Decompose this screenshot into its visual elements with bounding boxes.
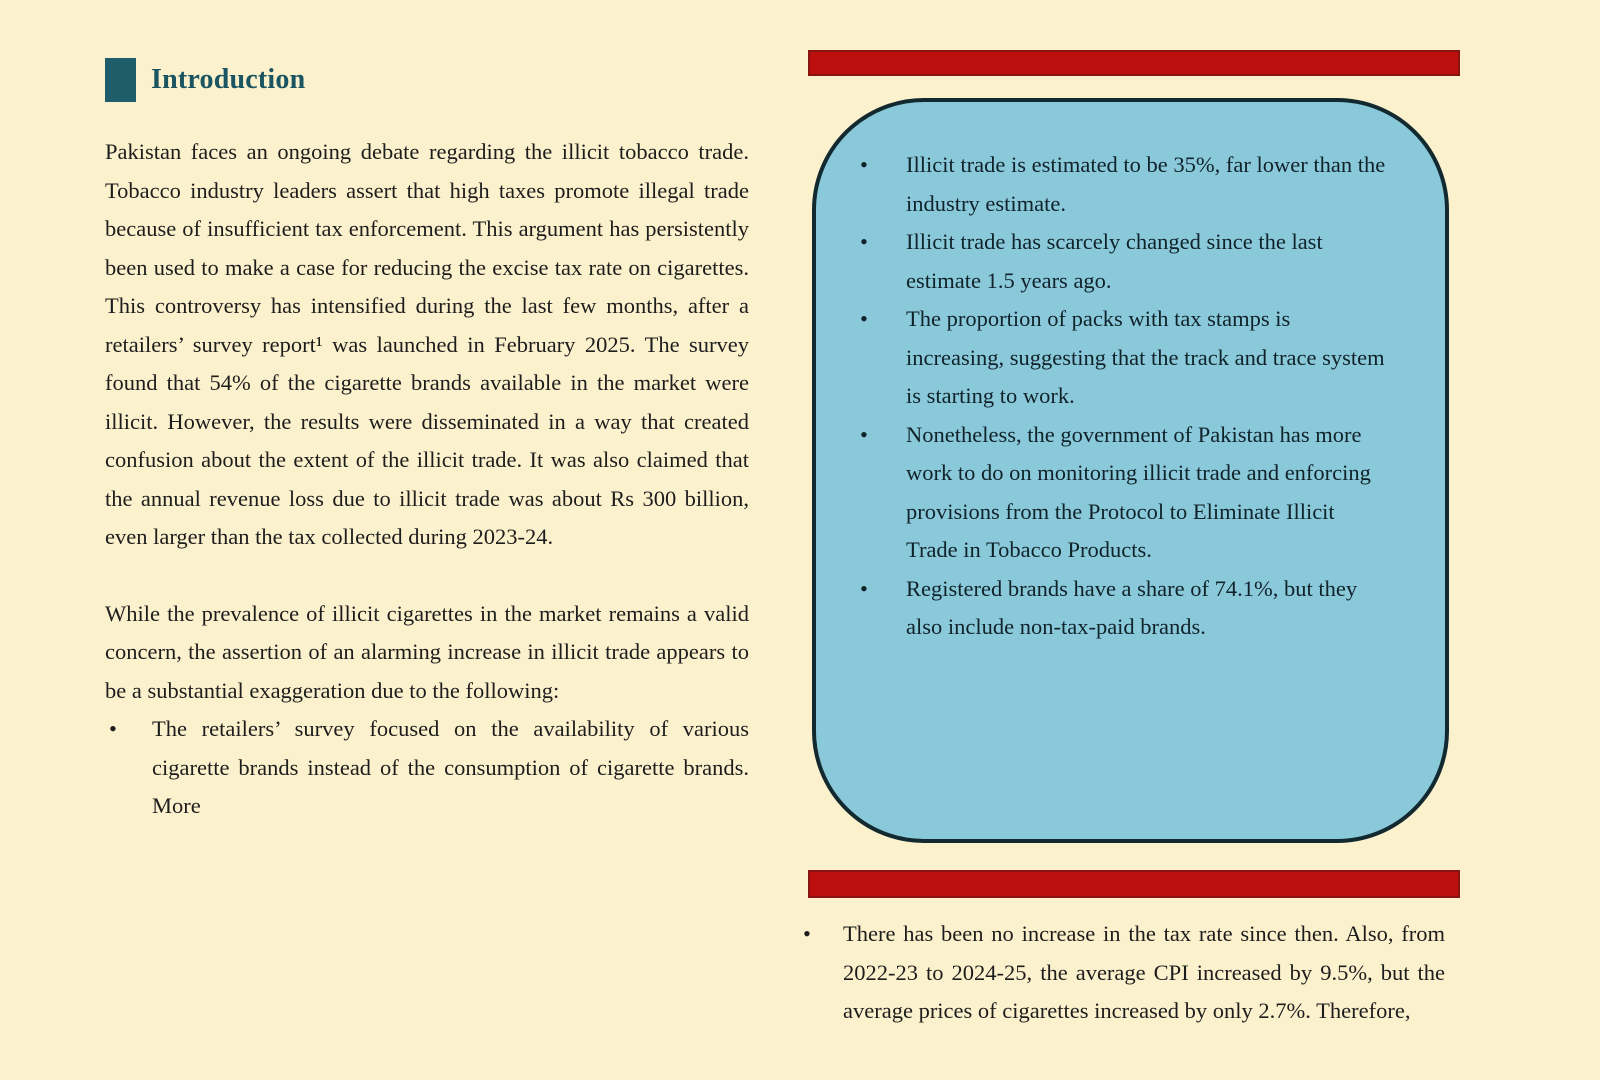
list-item [860, 146, 1387, 223]
section-heading [105, 58, 749, 102]
list-item-text: Nonetheless, the government of Pakistan has more work to do on monitoring illicit trade and enforcing provisions from the Protocol to Eliminate Illicit Trade in Tobacco Products. [906, 421, 1371, 562]
bullet-marker: • [860, 306, 868, 331]
list-item [797, 915, 1445, 1031]
section-title: Introduction [151, 64, 306, 95]
list-item [860, 570, 1387, 647]
bullet-marker: • [860, 152, 868, 177]
right-bullet-list [797, 915, 1445, 1031]
callout-bullet-list [860, 146, 1387, 647]
red-divider-bar-top [808, 50, 1460, 76]
list-item-text: Registered brands have a share of 74.1%, but they also include non-tax-paid brands. [906, 575, 1358, 639]
list-item-text: Illicit trade has scarcely changed since the last estimate 1.5 years ago. [906, 229, 1323, 293]
list-item [860, 300, 1387, 416]
bullet-marker: • [860, 421, 868, 447]
heading-accent-square [105, 58, 136, 102]
intro-paragraph-2: While the prevalence of illicit cigarettes in the market remains a valid concern, the assertion of an alarming increase in illicit trade appears to be a substantial exaggeration due to the following: [105, 600, 749, 703]
bullet-marker: • [860, 229, 868, 254]
left-column [105, 58, 749, 826]
list-item [860, 416, 1387, 570]
key-findings-callout [812, 98, 1449, 843]
intro-paragraph-1: Pakistan faces an ongoing debate regarding the illicit tobacco trade. Tobacco industry leaders assert that high taxes promote illegal trade because of insufficient tax enforcement. This argument has persistently been used to make a case for reducing the excise tax rate on cigarettes. This controversy has intensified during the last few months, after a retailers’ survey report¹ was launched in February 2025. The survey found that 54% of the cigarette brands available in the market were illicit. However, the results were disseminated in a way that created confusion about the extent of the illicit trade. It was also claimed that the annual revenue loss due to illicit trade was about Rs 300 billion, even larger than the tax collected during 2023-24. [105, 139, 749, 549]
intro-bullet-list [105, 710, 749, 826]
list-item [860, 223, 1387, 300]
bullet-marker: • [803, 921, 811, 946]
list-item-text: There has been no increase in the tax rate since then. Also, from 2022-23 to 2024-25, the average CPI increased by 9.5%, but the average prices of cigarettes increased by only 2.7%. Therefore, [843, 921, 1445, 1023]
list-item [105, 710, 749, 826]
red-divider-bar-bottom [808, 870, 1460, 898]
bullet-marker: • [109, 716, 117, 741]
list-item-text: Illicit trade is estimated to be 35%, far lower than the industry estimate. [906, 152, 1386, 216]
bullet-marker: • [860, 575, 868, 601]
list-item-text: The proportion of packs with tax stamps is increasing, suggesting that the track and trace system is starting to work. [906, 306, 1385, 408]
list-item-text: The retailers’ survey focused on the availability of various cigarette brands instead of the consumption of cigarette brands. More [152, 716, 749, 818]
